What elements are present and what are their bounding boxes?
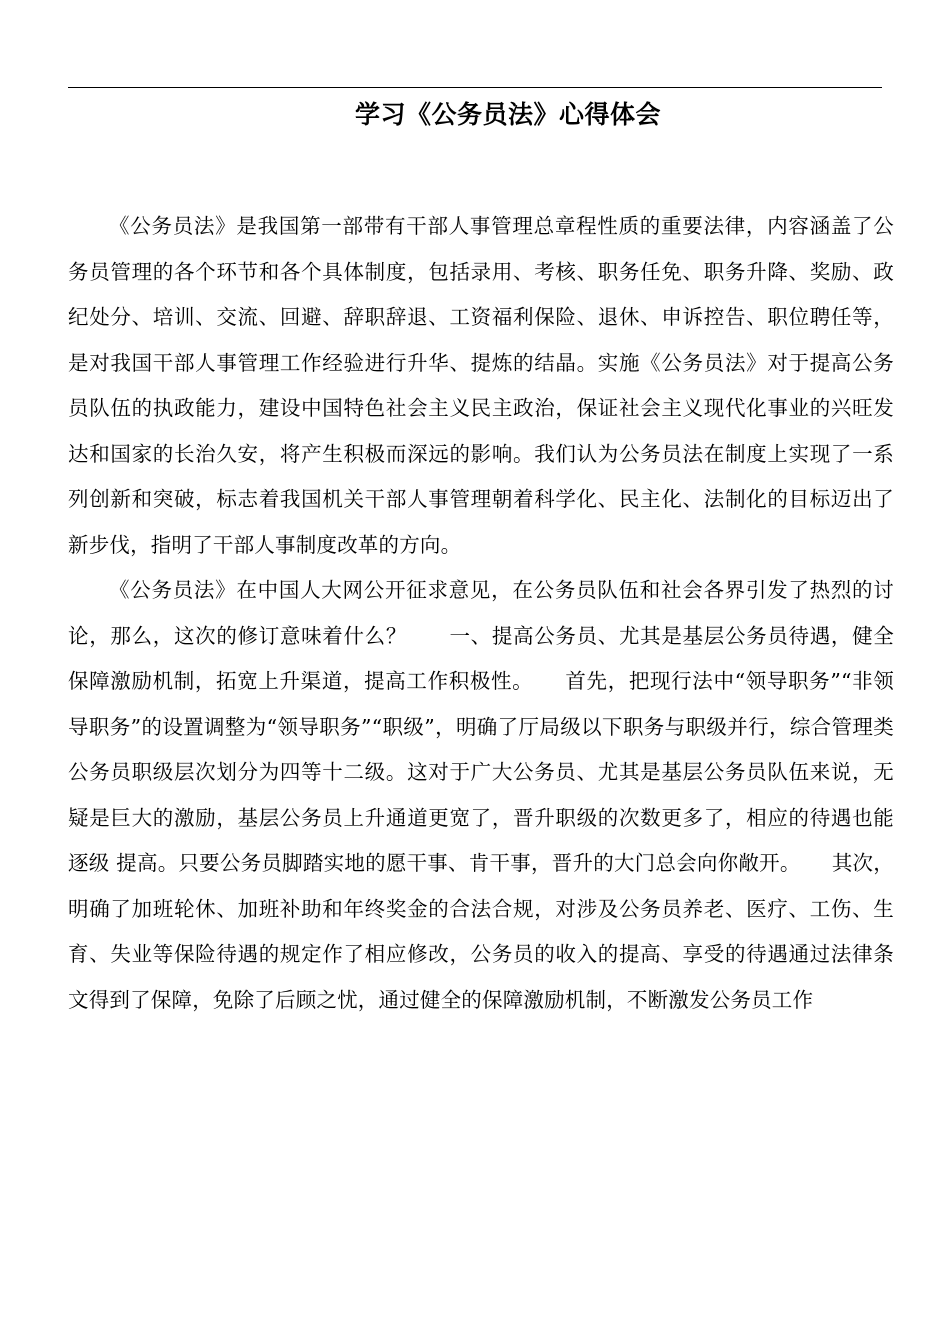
document-title: 学习《公务员法》心得体会 xyxy=(354,100,661,129)
paragraph-1: 《公务员法》是我国第一部带有干部人事管理总章程性质的重要法律，内容涵盖了公务员管理的各个环节和各个具体制度，包括录用、考核、职务任免、职务升降、奖励、政纪处分、培训、交流、回避、辞职辞退、工资福利保险、退休、申诉控告、职位聘任等，是对我国干部人事管理工作经验进行升华、提炼的结晶。实施《公务员法》对于提高公务员队伍的执政能力，建设中国特色社会主义民主政治，保证社会主义现代化事业的兴旺发达和国家的长治久安，将产生积极而深远的影响。我们认为公务员法在制度上实现了一系列创新和突破，标志着我国机关干部人事管理朝着科学化、民主化、法制化的目标迈出了新步伐，指明了干部人事制度改革的方向。 xyxy=(68,214,894,557)
header-rule xyxy=(68,87,882,88)
paragraph-2: 《公务员法》在中国人大网公开征求意见，在公务员队伍和社会各界引发了热烈的讨论，那么，这次的修订意味着什么？ 一、提高公务员、尤其是基层公务员待遇，健全保障激励机制，拓宽上升渠道，提高工作积极性。 首先，把现行法中“领导职务”“非领导职务”的设置调整为“领导职务”“职级”，明确了厅局级以下职务与职级并行，综合管理类公务员职级层次划分为四等十二级。这对于广大公务员、尤其是基层公务员队伍来说，无疑是巨大的激励，基层公务员上升通道更宽了，晋升职级的次数更多了，相应的待遇也能逐级 提高。只要公务员脚踏实地的愿干事、肯干事，晋升的大门总会向你敞开。 其次，明确了加班轮休、加班补助和年终奖金的合法合规，对涉及公务员养老、医疗、工伤、生育、失业等保险待遇的规定作了相应修改，公务员的收入的提高、享受的待遇通过法律条文得到了保障，免除了后顾之忧，通过健全的保障激励机制，不断激发公务员工作 xyxy=(68,578,894,1012)
document-body xyxy=(68,204,894,1023)
